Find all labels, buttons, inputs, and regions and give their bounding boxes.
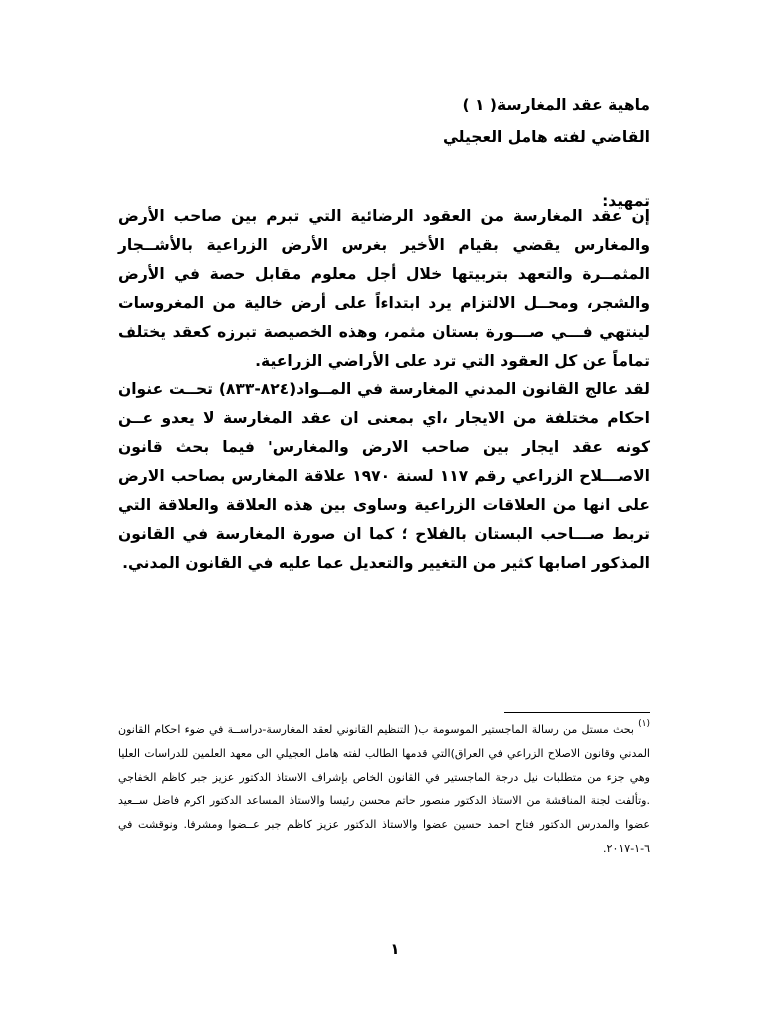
page-number: ١ bbox=[390, 940, 400, 958]
footnote-text: بحث مستل من رسالة الماجستير الموسومة ب( التنظيم القانوني لعقد المغارسة-دراســة في ضوء احكام القانون المدني وقانون الاصلاح الزراعي في العراق)التي قدمها الطالب لفته هامل العجيلي الى معهد العلمين للدراسات العليا وهي جزء من متطلبات نيل درجة الماجستير في القانون الخاص بإشراف الاستاذ الدكتور عزيز جبر كاظم الخفاجي .وتألفت لجنة المناقشة من الاستاذ الدكتور منصور حاتم محسن رئيسا والاستاذ المساعد الدكتور اكرم فاضل ســعيد عضوا والمدرس الدكتور فتاح احمد حسين عضوا والاستاذ الدكتور عزيز كاظم جبر عــضوا ومشرفا. ونوقشت في ٦-١-٢٠١٧. bbox=[118, 723, 650, 855]
footnote-marker: (١) bbox=[638, 719, 651, 729]
footnote bbox=[118, 718, 650, 861]
paragraph: لقد عالج القانون المدني المغارسة في المــواد(٨٢٤-٨٣٣) تحــت عنوان احكام مختلفة من الايجار ،اي بمعنى ان عقد المغارسة لا يعدو عــن كونه عقد ايجار بين صاحب الارض والمغارس' فيما بحث قانون الاصـــلاح الزراعي رقم ١١٧ لسنة ١٩٧٠ علاقة المغارس بصاحب الارض على انها من العلاقات الزراعية وساوى بين هذه العلاقة والعلاقة التي تربط صـــاحب البستان بالفلاح ؛ كما ان صورة المغارسة في القانون المذكور اصابها كثير من التغيير والتعديل عما عليه في القانون المدني. bbox=[118, 380, 650, 572]
footnote-separator bbox=[504, 712, 650, 713]
paragraph: إن عقد المغارسة من العقود الرضائية التي تبرم بين صاحب الأرض والمغارس يقضي بقيام الأخير بغرس الأرض الزراعية بالأشــجار المثمــرة والتعهد بتربيتها خلال أجل معلوم مقابل حصة في الأرض والشجر، ومحــل الالتزام يرد ابتداءاً على أرض خالية من المغروسات لينتهي فـــي صـــورة بستان مثمر، وهذه الخصيصة تبرزه كعقد يختلف تماماً عن كل العقود التي ترد على الأراضي الزراعية. bbox=[118, 207, 650, 370]
body-text bbox=[118, 200, 650, 578]
document-title: ماهية عقد المغارسة( ١ ) bbox=[462, 96, 650, 114]
section-heading: تمهيد: bbox=[602, 192, 650, 210]
author-name: القاضي لفته هامل العجيلي bbox=[442, 128, 650, 146]
